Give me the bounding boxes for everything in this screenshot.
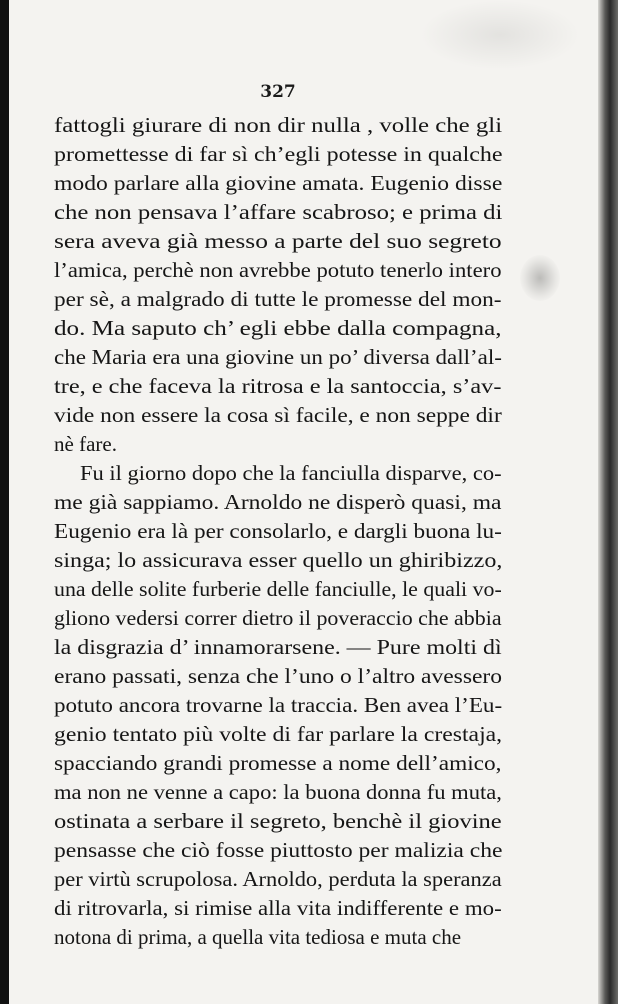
text-line: che non pensava l’affare scabroso; e prima di xyxy=(54,200,503,224)
text-line: modo parlare alla giovine amata. Eugenio disse xyxy=(54,171,503,195)
scan-left-border xyxy=(0,0,9,1004)
text-line: tre, e che faceva la ritrosa e la santoccia, s’av- xyxy=(54,374,502,398)
text-line: gliono vedersi correr dietro il poveraccio che abbia xyxy=(54,606,502,630)
text-line: notona di prima, a quella vita tediosa e muta che xyxy=(54,925,462,949)
text-line: erano passati, senza che l’uno o l’altro avessero xyxy=(54,664,503,688)
page-edge xyxy=(598,0,618,1004)
text-line: fattogli giurare di non dir nulla , volle che gli xyxy=(54,113,503,137)
text-line: di ritrovarla, si rimise alla vita indifferente e mo- xyxy=(54,896,502,920)
text-line: promettesse di far sì ch’egli potesse in qualche xyxy=(54,142,503,166)
text-line: per virtù scrupolosa. Arnoldo, perduta la speranza xyxy=(54,867,502,891)
paper-stain xyxy=(420,0,580,70)
paper-stain xyxy=(520,255,560,301)
text-line: ostinata a serbare il segreto, benchè il giovine xyxy=(54,809,502,833)
text-line: nè fare. xyxy=(54,432,117,456)
text-line: l’amica, perchè non avrebbe potuto tenerlo intero xyxy=(54,258,502,282)
text-line: me già sappiamo. Arnoldo ne disperò quasi, ma xyxy=(54,490,502,514)
text-line: vide non essere la cosa sì facile, e non seppe dir xyxy=(54,403,502,427)
text-line: una delle solite furberie delle fanciulle, le quali vo- xyxy=(54,577,502,601)
text-line: la disgrazia d’ innamorarsene. — Pure molti dì xyxy=(54,635,502,659)
text-line: genio tentato più volte di far parlare la crestaja, xyxy=(54,722,503,746)
text-line: do. Ma saputo ch’ egli ebbe dalla compagna, xyxy=(54,316,502,340)
text-line: pensasse che ciò fosse piuttosto per malizia che xyxy=(54,838,503,862)
paragraph-first-line: Fu il giorno dopo che la fanciulla disparve, co- xyxy=(80,461,502,485)
text-line: per sè, a malgrado di tutte le promesse del mon- xyxy=(54,287,502,311)
page-number: 327 xyxy=(260,82,296,102)
text-line: che Maria era una giovine un po’ diversa dall’al- xyxy=(54,345,502,369)
text-line: spacciando grandi promesse a nome dell’amico, xyxy=(54,751,502,775)
text-line: singa; lo assicurava esser quello un ghiribizzo, xyxy=(54,548,503,572)
text-line: ma non ne venne a capo: la buona donna fu muta, xyxy=(54,780,502,804)
text-line: sera aveva già messo a parte del suo segreto xyxy=(54,229,502,253)
text-line: potuto ancora trovarne la traccia. Ben avea l’Eu- xyxy=(54,693,503,717)
text-line: Eugenio era là per consolarlo, e dargli buona lu- xyxy=(54,519,502,543)
